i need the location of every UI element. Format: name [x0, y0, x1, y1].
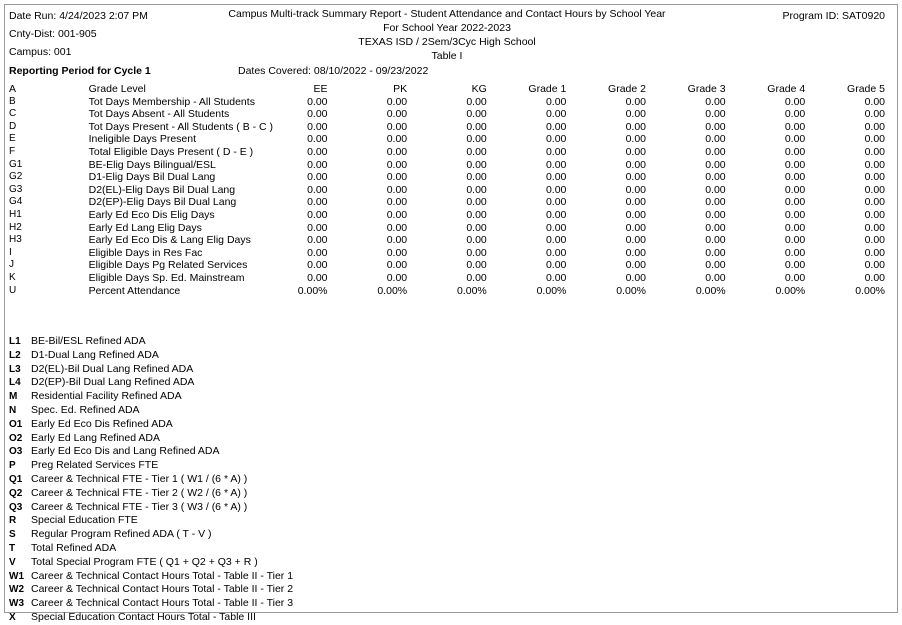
legend-item [9, 514, 885, 528]
legend-text: Spec. Ed. Refined ADA [31, 404, 140, 417]
cell-value: 0.00 [784, 183, 806, 196]
row-label: Early Ed Lang Elig Days [88, 221, 202, 234]
cell-value: 0.00 [386, 133, 408, 146]
cell-value: 0.00 [705, 196, 726, 209]
cell-value: 0.00 [386, 196, 408, 209]
cell-value: 0.00 [864, 108, 885, 121]
cell-value: 0.00 [705, 158, 726, 171]
column-header-code: A [9, 83, 17, 95]
cell-value: 0.00 [864, 95, 885, 108]
cell-value: 0.00 [625, 259, 646, 272]
cell-value: 0.00 [307, 108, 328, 121]
header-right-block [782, 7, 885, 25]
legend-code: X [9, 612, 16, 624]
table-row [9, 121, 885, 134]
legend-item [9, 556, 885, 570]
cell-value: 0.00 [307, 171, 328, 184]
legend-text: D2(EP)-Bil Dual Lang Refined ADA [31, 376, 195, 389]
cell-value: 0.00 [307, 145, 328, 158]
cell-value: 0.00 [625, 120, 646, 133]
cell-value: 0.00 [625, 196, 646, 209]
cell-value: 0.00 [386, 246, 408, 259]
cell-value: 0.00 [386, 158, 408, 171]
legend-item [9, 418, 885, 432]
row-label: D1-Elig Days Bil Dual Lang [88, 171, 216, 184]
cell-value: 0.00 [307, 271, 328, 284]
cell-value: 0.00 [466, 259, 487, 272]
district-campus-name: TEXAS ISD / 2Sem/3Cyc High School [358, 36, 536, 48]
column-header-grade-1: Grade 1 [528, 83, 567, 95]
cell-value: 0.00 [784, 221, 806, 234]
legend-text: Early Ed Eco Dis and Lang Refined ADA [31, 445, 220, 458]
column-spacer [168, 83, 248, 96]
legend-code: Q3 [9, 501, 23, 513]
row-label: Early Ed Eco Dis Elig Days [88, 208, 215, 221]
cell-value: 0.00 [466, 221, 487, 234]
legend-text: Early Ed Eco Dis Refined ADA [31, 417, 173, 430]
row-label: Tot Days Present - All Students ( B - C ) [88, 120, 274, 133]
cell-value: 0.00 [625, 133, 646, 146]
legend-item [9, 583, 885, 597]
row-code: G2 [9, 171, 23, 183]
legend-text: Career & Technical Contact Hours Total - Table II - Tier 3 [31, 597, 294, 610]
row-label: Early Ed Eco Dis & Lang Elig Days [88, 234, 251, 247]
school-year: For School Year 2022-2023 [383, 22, 511, 34]
row-code: K [9, 271, 16, 283]
legend-code: S [9, 529, 16, 541]
table-row [9, 96, 885, 109]
cell-value: 0.00 [625, 95, 646, 108]
row-code: F [9, 145, 16, 157]
cell-value: 0.00 [307, 95, 328, 108]
legend-text: Career & Technical FTE - Tier 2 ( W2 / (6 * A) ) [31, 486, 248, 499]
cell-value: 0.00 [625, 246, 646, 259]
cell-value: 0.00 [466, 271, 487, 284]
cell-value: 0.00 [864, 133, 885, 146]
cell-value: 0.00 [386, 234, 408, 247]
cell-value: 0.00 [864, 196, 885, 209]
cell-value: 0.00 [545, 246, 567, 259]
legend-text: D1-Dual Lang Refined ADA [31, 348, 159, 361]
cell-value: 0.00 [784, 133, 806, 146]
cell-value: 0.00 [784, 95, 806, 108]
cell-value: 0.00 [864, 246, 885, 259]
cell-value: 0.00 [386, 120, 408, 133]
legend-code: L1 [9, 336, 21, 348]
legend-text: Special Education FTE [31, 514, 138, 527]
cell-value: 0.00 [545, 171, 567, 184]
legend-code: L2 [9, 349, 21, 361]
report-title: Campus Multi-track Summary Report - Student Attendance and Contact Hours by School Year [228, 8, 666, 20]
cell-value: 0.00 [307, 120, 328, 133]
cell-value: 0.00 [466, 208, 487, 221]
cell-value: 0.00 [864, 234, 885, 247]
cell-value: 0.00 [705, 133, 726, 146]
legend-item [9, 376, 885, 390]
cell-value: 0.00 [625, 171, 646, 184]
cell-value: 0.00 [466, 234, 487, 247]
cell-value: 0.00 [864, 221, 885, 234]
cell-value: 0.00 [705, 171, 726, 184]
row-code: H2 [9, 221, 22, 233]
table-row [9, 108, 885, 121]
cell-value: 0.00 [466, 145, 487, 158]
cell-value: 0.00% [536, 284, 567, 297]
legend-item [9, 487, 885, 501]
legend-item [9, 404, 885, 418]
cell-value: 0.00 [784, 208, 806, 221]
cell-value: 0.00 [466, 196, 487, 209]
row-code: G3 [9, 183, 23, 195]
cell-value: 0.00 [307, 183, 328, 196]
column-header-kg: KG [471, 83, 487, 95]
campus: Campus: 001 [9, 46, 72, 58]
cell-value: 0.00 [705, 246, 726, 259]
cell-value: 0.00 [307, 158, 328, 171]
legend-text: Total Special Program FTE ( Q1 + Q2 + Q3 + R ) [31, 555, 258, 568]
cell-value: 0.00 [545, 234, 567, 247]
legend-item [9, 597, 885, 611]
legend-code: Q1 [9, 474, 23, 486]
attendance-table [9, 83, 885, 297]
row-label: Total Eligible Days Present ( D - E ) [88, 145, 254, 158]
reporting-period-label: Reporting Period for Cycle 1 [9, 65, 151, 77]
table-row [9, 247, 885, 260]
cell-value: 0.00% [695, 284, 726, 297]
legend-text: Career & Technical FTE - Tier 1 ( W1 / (6 * A) ) [31, 473, 248, 486]
cell-value: 0.00 [466, 183, 487, 196]
cell-value: 0.00 [307, 196, 328, 209]
table-label: Table I [431, 50, 463, 62]
header-title-block [9, 7, 885, 63]
row-code: G4 [9, 196, 23, 208]
cell-value: 0.00 [784, 246, 806, 259]
legend-item [9, 432, 885, 446]
cell-value: 0.00 [545, 221, 567, 234]
cell-value: 0.00 [864, 259, 885, 272]
cell-value: 0.00 [386, 108, 408, 121]
report-header [9, 7, 885, 62]
cell-value: 0.00 [466, 171, 487, 184]
legend-code: L4 [9, 377, 21, 389]
cell-value: 0.00 [705, 183, 726, 196]
legend-code: P [9, 460, 16, 472]
row-label: D2(EP)-Elig Days Bil Dual Lang [88, 196, 237, 209]
table-row [9, 259, 885, 272]
legend-item [9, 363, 885, 377]
cell-value: 0.00 [864, 171, 885, 184]
cell-value: 0.00 [545, 108, 567, 121]
row-code: B [9, 95, 16, 107]
row-spacer [168, 285, 248, 298]
column-header-pk: PK [393, 83, 408, 95]
legend-code: O2 [9, 432, 23, 444]
row-label: Eligible Days in Res Fac [88, 246, 203, 259]
cell-value: 0.00 [705, 271, 726, 284]
cell-value: 0.00 [386, 183, 408, 196]
row-label: Eligible Days Sp. Ed. Mainstream [88, 271, 245, 284]
cell-value: 0.00 [386, 95, 408, 108]
legend-text: Regular Program Refined ADA ( T - V ) [31, 528, 212, 541]
row-label: BE-Elig Days Bilingual/ESL [88, 158, 216, 171]
row-code: H1 [9, 208, 22, 220]
row-code: U [9, 284, 17, 296]
cell-value: 0.00 [625, 183, 646, 196]
legend-code: O3 [9, 446, 23, 458]
cell-value: 0.00 [784, 234, 806, 247]
row-code: I [9, 246, 12, 258]
legend-code: L3 [9, 363, 21, 375]
cell-value: 0.00 [864, 145, 885, 158]
legend-item [9, 390, 885, 404]
cell-value: 0.00 [784, 259, 806, 272]
table-row [9, 272, 885, 285]
cell-value: 0.00 [625, 108, 646, 121]
cell-value: 0.00 [545, 208, 567, 221]
legend-item [9, 445, 885, 459]
cell-value: 0.00 [705, 208, 726, 221]
table-row [9, 133, 885, 146]
table-row [9, 171, 885, 184]
legend-text: BE-Bil/ESL Refined ADA [31, 335, 146, 348]
legend-code: Q2 [9, 487, 23, 499]
table-row [9, 222, 885, 235]
legend-list [9, 335, 885, 625]
dates-covered: Dates Covered: 08/10/2022 - 09/23/2022 [238, 65, 429, 77]
cell-value: 0.00% [855, 284, 885, 297]
legend-code: W3 [9, 598, 24, 610]
cell-value: 0.00 [466, 246, 487, 259]
cell-value: 0.00 [307, 234, 328, 247]
table-row [9, 234, 885, 247]
legend-text: Career & Technical FTE - Tier 3 ( W3 / (6 * A) ) [31, 500, 248, 513]
row-code: H3 [9, 234, 22, 246]
cell-value: 0.00 [386, 208, 408, 221]
cell-value: 0.00 [864, 271, 885, 284]
cell-value: 0.00 [466, 95, 487, 108]
legend-text: D2(EL)-Bil Dual Lang Refined ADA [31, 362, 194, 375]
cell-value: 0.00 [307, 246, 328, 259]
cell-value: 0.00 [545, 145, 567, 158]
date-run: Date Run: 4/24/2023 2:07 PM [9, 10, 148, 22]
table-row [9, 196, 885, 209]
cell-value: 0.00 [307, 259, 328, 272]
table-header-row [9, 83, 885, 96]
cell-value: 0.00 [784, 271, 806, 284]
cell-value: 0.00 [864, 158, 885, 171]
cell-value: 0.00 [784, 120, 806, 133]
legend-item [9, 501, 885, 515]
cell-value: 0.00 [386, 221, 408, 234]
cell-value: 0.00 [386, 259, 408, 272]
cell-value: 0.00 [625, 271, 646, 284]
row-label: Percent Attendance [88, 284, 181, 297]
cell-value: 0.00 [466, 158, 487, 171]
cell-value: 0.00 [705, 234, 726, 247]
cell-value: 0.00 [386, 171, 408, 184]
column-header-grade-5: Grade 5 [847, 83, 885, 95]
reporting-period-row [9, 65, 885, 81]
column-header-grade-2: Grade 2 [608, 83, 646, 95]
cell-value: 0.00 [545, 95, 567, 108]
row-code: J [9, 259, 14, 271]
cell-value: 0.00 [864, 208, 885, 221]
cell-value: 0.00% [377, 284, 408, 297]
legend-text: Residential Facility Refined ADA [31, 390, 182, 403]
cell-value: 0.00 [545, 196, 567, 209]
cell-value: 0.00% [456, 284, 487, 297]
row-label: Tot Days Absent - All Students [88, 108, 230, 121]
cell-value: 0.00 [864, 183, 885, 196]
cell-value: 0.00 [625, 221, 646, 234]
cell-value: 0.00 [545, 120, 567, 133]
legend-code: W2 [9, 584, 24, 596]
cnty-dist: Cnty-Dist: 001-905 [9, 28, 97, 40]
cell-value: 0.00 [784, 108, 806, 121]
cell-value: 0.00 [705, 221, 726, 234]
row-label: Ineligible Days Present [88, 133, 197, 146]
table-body [9, 96, 885, 298]
table-row [9, 209, 885, 222]
program-id: Program ID: SAT0920 [782, 10, 885, 22]
cell-value: 0.00 [864, 120, 885, 133]
cell-value: 0.00 [625, 158, 646, 171]
legend-text: Special Education Contact Hours Total - Table III [31, 611, 256, 624]
table-row [9, 184, 885, 197]
cell-value: 0.00 [625, 145, 646, 158]
cell-value: 0.00 [545, 183, 567, 196]
legend-item [9, 459, 885, 473]
table-row [9, 146, 885, 159]
cell-value: 0.00 [784, 196, 806, 209]
column-header-grade-3: Grade 3 [687, 83, 726, 95]
legend-code: T [9, 543, 16, 555]
column-header-grade-4: Grade 4 [767, 83, 806, 95]
row-label: Eligible Days Pg Related Services [88, 259, 248, 272]
legend-text: Career & Technical Contact Hours Total - Table II - Tier 2 [31, 583, 294, 596]
legend-code: R [9, 515, 17, 527]
cell-value: 0.00% [616, 284, 646, 297]
row-label: Tot Days Membership - All Students [88, 95, 255, 108]
legend-code: M [9, 391, 18, 403]
cell-value: 0.00 [307, 133, 328, 146]
column-header-grade-level: Grade Level [88, 83, 146, 95]
legend-item [9, 570, 885, 584]
legend-text: Early Ed Lang Refined ADA [31, 431, 160, 444]
cell-value: 0.00 [784, 171, 806, 184]
cell-value: 0.00 [307, 208, 328, 221]
cell-value: 0.00 [705, 108, 726, 121]
cell-value: 0.00 [386, 145, 408, 158]
cell-value: 0.00 [545, 259, 567, 272]
cell-value: 0.00 [705, 259, 726, 272]
cell-value: 0.00 [466, 120, 487, 133]
table-row [9, 285, 885, 298]
cell-value: 0.00 [466, 108, 487, 121]
cell-value: 0.00 [386, 271, 408, 284]
row-code: E [9, 133, 16, 145]
legend-text: Total Refined ADA [31, 542, 117, 555]
cell-value: 0.00 [625, 234, 646, 247]
legend-item [9, 473, 885, 487]
column-header-ee: EE [313, 83, 328, 95]
cell-value: 0.00 [705, 120, 726, 133]
legend-item [9, 349, 885, 363]
cell-value: 0.00 [545, 158, 567, 171]
cell-value: 0.00 [545, 271, 567, 284]
legend-text: Preg Related Services FTE [31, 459, 159, 472]
legend-code: V [9, 556, 16, 568]
cell-value: 0.00% [297, 284, 328, 297]
cell-value: 0.00 [705, 95, 726, 108]
row-code: G1 [9, 158, 23, 170]
cell-value: 0.00 [545, 133, 567, 146]
legend-item [9, 335, 885, 349]
cell-value: 0.00% [775, 284, 806, 297]
cell-value: 0.00 [784, 158, 806, 171]
legend-code: O1 [9, 418, 23, 430]
row-code: D [9, 120, 17, 132]
legend-code: W1 [9, 570, 24, 582]
legend-text: Career & Technical Contact Hours Total - Table II - Tier 1 [31, 569, 294, 582]
table-row [9, 159, 885, 172]
legend-item [9, 528, 885, 542]
cell-value: 0.00 [466, 133, 487, 146]
legend-item [9, 611, 885, 625]
cell-value: 0.00 [625, 208, 646, 221]
legend-item [9, 542, 885, 556]
row-label: D2(EL)-Elig Days Bil Dual Lang [88, 183, 236, 196]
cell-value: 0.00 [784, 145, 806, 158]
cell-value: 0.00 [307, 221, 328, 234]
legend-code: N [9, 405, 17, 417]
row-code: C [9, 108, 17, 120]
cell-value: 0.00 [705, 145, 726, 158]
